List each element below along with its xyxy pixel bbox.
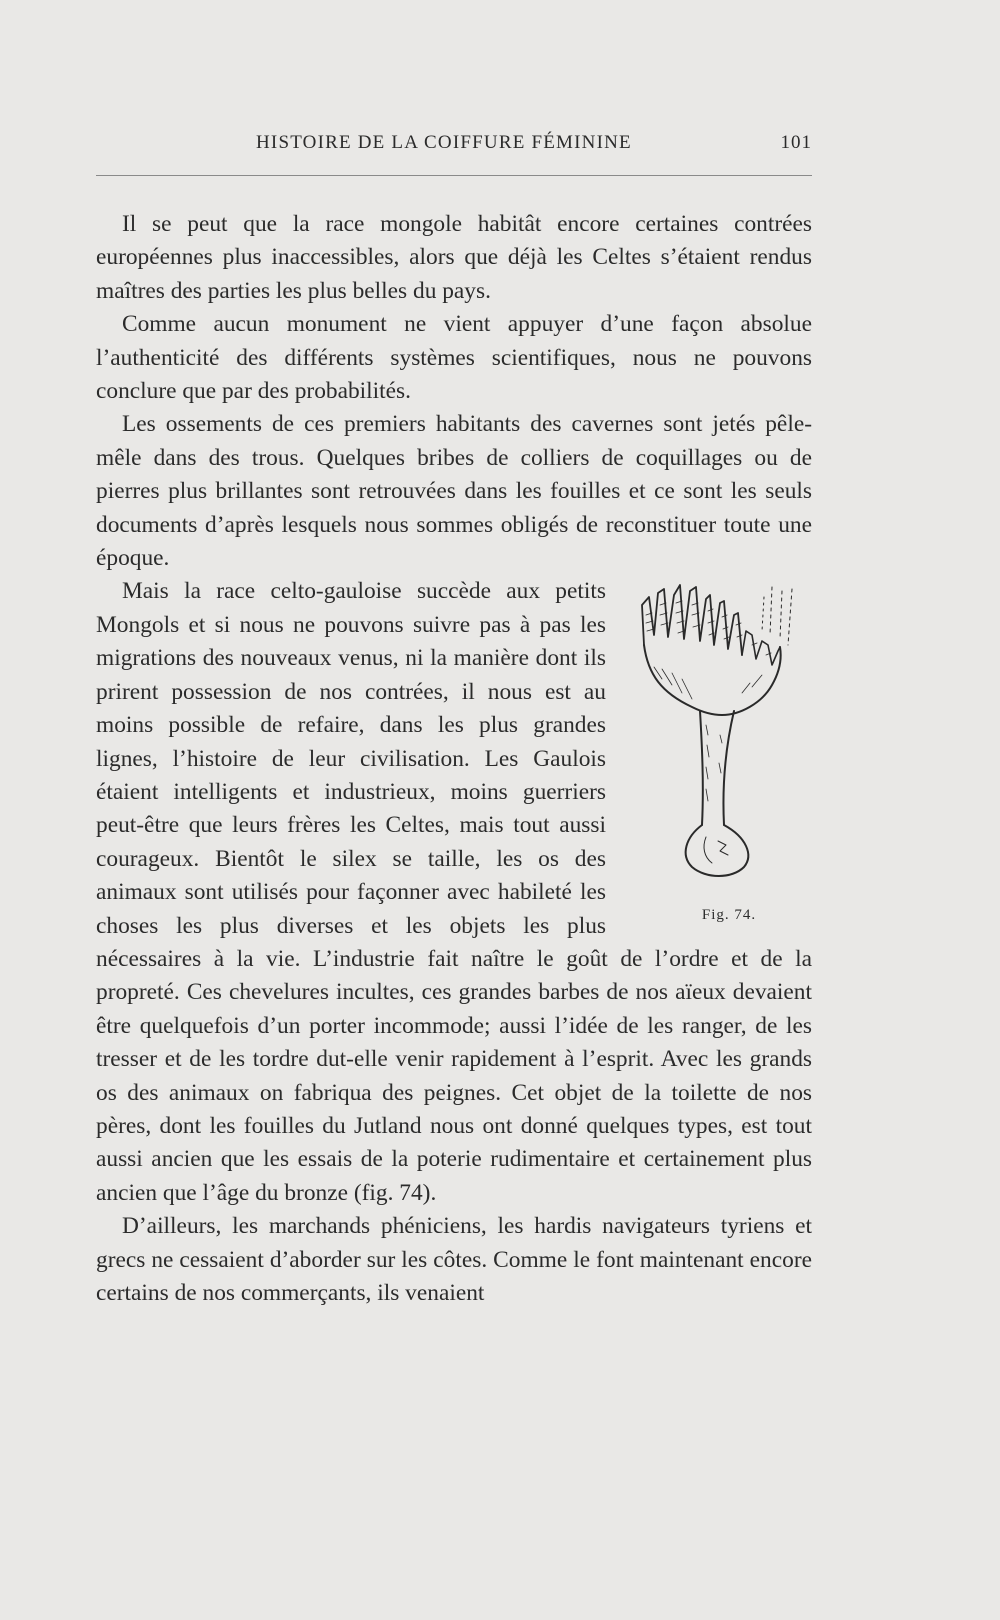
figure-74 [622,575,812,939]
paragraph-5: D’ailleurs, les marchands phéniciens, les hardis navigateurs tyriens et grecs ne cessaient d’aborder sur les côtes. Comme le font maintenant encore certains de nos commerçants, ils venaient [96,1213,812,1306]
paragraph-2: Comme aucun monument ne vient appuyer d’une façon absolue l’authenticité des différents systèmes scientifiques, nous ne pouvons conclure que par des probabilités. [96,311,812,405]
running-title: HISTOIRE DE LA COIFFURE FÉMININE [256,132,632,153]
figure-caption: Fig. 74. [701,907,757,924]
paragraph-3: Les ossements de ces premiers habitants des cavernes sont jetés pêle-mêle dans des trous. Quelques bribes de colliers de coquillages ou de pierres plus brillantes sont retrouvées dans les fouilles et ce sont les seuls documents d’après lesquels nous sommes obligés de reconstituer toute une époque. [96,411,812,572]
paragraph-1: Il se peut que la race mongole habitât encore certaines contrées européennes plus inaccessibles, alors que déjà les Celtes s’étaient rendus maîtres des parties les plus belles du pays. [96,211,812,304]
bone-comb-illustration [622,575,802,895]
header-rule [96,175,812,176]
body-text [96,208,812,1310]
running-head [96,128,812,158]
paragraph-4: Mais la race celto-gauloise succède aux petits Mongols et si nous ne pouvons suivre pas à pas les migrations des nouveaux venus, ni la manière dont ils prirent possession de nos contrées, il nous est au moins possible de refaire, dans les plus grandes lignes, l’histoire de leur civilisation. Les Gaulois étaient intelligents et industrieux, moins guerriers peut-être que leurs frères les Celtes, mais tout aussi courageux. Bientôt le silex se taille, les os des animaux sont utilisés pour façonner avec habileté les choses les plus diverses et les objets les plus nécessaires à la vie. L’industrie fait naître le goût de l’ordre et de la propreté. Ces chevelures incultes, ces grandes barbes de nos aïeux devaient être quelquefois d’un porter incommode; aussi l’idée de les ranger, de les tresser et de les tordre dut-elle venir rapidement à l’esprit. Avec les grands os des animaux on fabriqua des peignes. Cet objet de la toilette de nos pères, dont les fouilles du Jutland nous ont donné quelques types, est tout aussi ancien que les essais de la poterie rudimentaire et certainement plus ancien que l’âge du bronze (fig. 74). [96,578,812,1206]
page-number: 101 [780,132,812,153]
